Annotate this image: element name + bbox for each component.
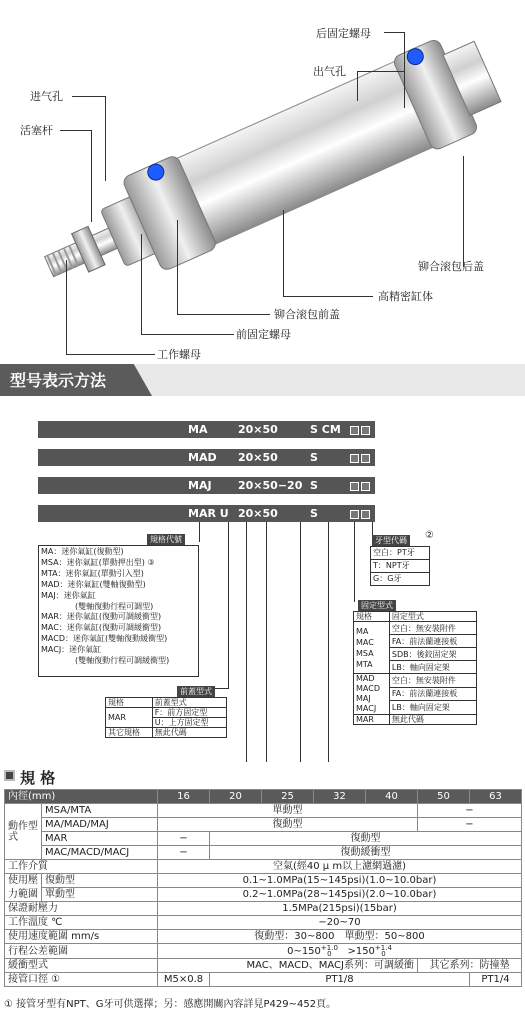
- model-suffix: S: [310, 507, 318, 520]
- cell: 復動型: [158, 818, 418, 832]
- row-label: MAC/MACD/MACJ: [42, 846, 158, 860]
- model-suffix: S CM: [310, 423, 341, 436]
- cell: 1.5MPa(215psi)(15bar): [158, 902, 522, 916]
- header-cell: 內徑(mm): [5, 790, 158, 804]
- row-label: 復動型: [42, 874, 158, 888]
- cell: PT1/4: [470, 973, 522, 987]
- label-rod: 活塞杆: [20, 124, 53, 137]
- spec-code-tag: 規格代號: [147, 534, 185, 545]
- spec-code-box: [38, 545, 199, 677]
- thread-code-note: ②: [425, 530, 434, 541]
- section-title: 型号表示方法: [10, 371, 107, 390]
- row-label: 保證耐壓力: [5, 902, 158, 916]
- cell: −: [158, 846, 210, 860]
- header-cell: 32: [314, 790, 366, 804]
- cell: 復動型: [210, 832, 522, 846]
- model-size: 20×50: [238, 507, 278, 520]
- spec-code-line: MAD：迷你氣缸(雙軸復動型): [41, 579, 146, 589]
- row-label: MAR: [42, 832, 158, 846]
- model-boxes: [348, 505, 370, 522]
- thread-row: 空白：PT牙: [371, 547, 429, 560]
- model-suffix: S: [310, 451, 318, 464]
- stroke-tol-dn-1: 0: [327, 950, 332, 958]
- header-cell: 50: [418, 790, 470, 804]
- cell: MAR: [106, 708, 153, 728]
- front-cover-table: [105, 697, 227, 738]
- row-label: 接管口徑 ①: [5, 973, 158, 987]
- cell: 其它規格: [106, 728, 153, 738]
- model-name: MAJ: [188, 479, 212, 492]
- label-barrel: 高精密缸体: [378, 290, 433, 303]
- cell: 前蓋型式: [152, 698, 226, 708]
- model-boxes: [348, 477, 370, 494]
- model-bar-mar: [38, 505, 375, 522]
- spec-code-line: (雙軸復動行程可調型): [75, 601, 154, 611]
- cylinder-illustration: [0, 0, 525, 362]
- model-size: 20×50−20: [238, 479, 303, 492]
- row-label: MA/MAD/MAJ: [42, 818, 158, 832]
- cell: 復動緩衝型: [210, 846, 522, 860]
- cell: 單動型: [158, 804, 418, 818]
- spec-code-line: MTA：迷你氣缸(單動引入型): [41, 568, 144, 578]
- spec-tag: MACJ: [356, 704, 377, 713]
- cell: 空氣(經40 μ m以上濾網過濾): [158, 860, 522, 874]
- front-cover-tag: 前蓋型式: [177, 686, 215, 697]
- cell: 無此代碼: [152, 728, 226, 738]
- spec-tag: MTA: [356, 659, 373, 669]
- spec-code-line: MSA：迷你氣缸(單動押出型) ③: [41, 557, 155, 567]
- cell: PT1/8: [210, 973, 470, 987]
- mount-type-tag: 固定型式: [358, 600, 396, 611]
- label-rear-cover: 铆合滚包后盖: [418, 260, 484, 273]
- spec-code-line: MACJ：迷你氣缸: [41, 645, 102, 655]
- model-boxes: [348, 421, 370, 438]
- model-suffix: S: [310, 479, 318, 492]
- label-rear-cover-nut: 后固定螺母: [316, 27, 371, 40]
- model-bar-mad: [38, 449, 375, 466]
- action-label: 動作型式: [5, 804, 42, 860]
- cell: 空白：無安裝附件: [389, 622, 476, 635]
- header-cell: 40: [366, 790, 418, 804]
- header-cell: 63: [470, 790, 522, 804]
- cell: F：前方固定型: [152, 708, 226, 718]
- mount-type-table: [353, 611, 477, 725]
- row-label: MSA/MTA: [42, 804, 158, 818]
- cell: 0.2~1.0MPa(28~145psi)(2.0~10.0bar): [158, 888, 522, 902]
- row-label: 緩衝型式: [5, 959, 158, 973]
- cell: 規格: [106, 698, 153, 708]
- stroke-tol-dn-2: 0: [381, 950, 386, 958]
- model-size: 20×50: [238, 423, 278, 436]
- cell: U：上方固定型: [152, 718, 226, 728]
- model-bar-ma: [38, 421, 375, 438]
- row-label: 工作溫度 ℃: [5, 916, 158, 930]
- cell: 復動型：30~800 單動型：50~800: [158, 930, 522, 944]
- header-cell: 16: [158, 790, 210, 804]
- spec-tag: MA: [356, 626, 369, 636]
- spec-tag: MAC: [356, 637, 374, 647]
- spec-table: [4, 789, 522, 987]
- row-label: 單動型: [42, 888, 158, 902]
- label-front-cover: 铆合滚包前盖: [274, 308, 340, 321]
- cell: 固定型式: [389, 612, 476, 622]
- cell: LB：軸向固定架: [389, 701, 476, 715]
- cell: −20~70: [158, 916, 522, 930]
- cell: FA：前法蘭連接板: [389, 635, 476, 648]
- spec-heading-text: 規 格: [20, 769, 56, 787]
- thread-row: G：G牙: [373, 574, 402, 583]
- model-name: MAR U: [188, 507, 229, 520]
- spec-code-line: MAJ：迷你氣缸: [41, 590, 96, 600]
- row-label: 行程公差範圍: [5, 944, 158, 959]
- cell: MAC、MACD、MACJ系列：可調緩衝: [158, 959, 418, 973]
- model-bar-maj: [38, 477, 375, 494]
- model-size: 20×50: [238, 451, 278, 464]
- model-name: MA: [188, 423, 208, 436]
- thread-code-box: [370, 546, 430, 586]
- thread-code-tag: 牙型代碼: [372, 535, 410, 546]
- spec-tag: MACD: [356, 684, 380, 693]
- model-name: MAD: [188, 451, 217, 464]
- spec-code-line: MAC：迷你氣缸(復動可調緩衝型): [41, 623, 162, 633]
- spec-tag: MSA: [356, 648, 374, 658]
- spec-code-line: (雙軸復動行程可調緩衝型): [75, 656, 170, 666]
- spec-code-line: MAR：迷你氣缸(復動可調緩衝型): [41, 612, 162, 622]
- spec-bullet-icon: [4, 770, 15, 781]
- thread-row: T：NPT牙: [371, 560, 429, 573]
- cell: 空白：無安裝附件: [389, 674, 476, 688]
- label-work-nut: 工作螺母: [157, 348, 201, 361]
- cell: M5×0.8: [158, 973, 210, 987]
- cell: [354, 622, 390, 674]
- spec-heading: [20, 767, 55, 788]
- header-cell: 20: [210, 790, 262, 804]
- cell: 無此代碼: [389, 715, 476, 725]
- cell: 其它系列：防撞墊: [418, 959, 522, 973]
- cell: FA：前法蘭連接板: [389, 687, 476, 701]
- stroke-range-1: 0~150: [287, 946, 321, 957]
- spec-code-line: MACD：迷你氣缸(雙軸復動緩衝型): [41, 634, 168, 644]
- cell: MAR: [354, 715, 390, 725]
- cell: [354, 674, 390, 715]
- row-label: 使用速度範圍 mm/s: [5, 930, 158, 944]
- model-boxes: [348, 449, 370, 466]
- cell: [158, 944, 522, 959]
- cell: 規格: [354, 612, 390, 622]
- header-cell: 25: [262, 790, 314, 804]
- label-outlet: 出气孔: [313, 65, 346, 78]
- row-label: 使用壓: [5, 874, 42, 888]
- spec-tag: MAD: [356, 674, 375, 683]
- row-label: 力範圍: [5, 888, 42, 902]
- stroke-tol-up-1: +1.0: [320, 944, 338, 952]
- stroke-range-2: >150: [347, 946, 375, 957]
- cell: 0.1~1.0MPa(15~145psi)(1.0~10.0bar): [158, 874, 522, 888]
- label-front-nut: 前固定螺母: [236, 328, 291, 341]
- spec-tag: MAJ: [356, 694, 371, 703]
- row-label: 工作介質: [5, 860, 158, 874]
- cell: −: [418, 818, 522, 832]
- cell: −: [418, 804, 522, 818]
- footnote: ① 接管牙型有NPT、G牙可供選擇；另：感應開關內容詳見P429~452頁。: [4, 999, 337, 1010]
- stroke-tol-up-2: +1.4: [374, 944, 392, 952]
- cell: SDB：後鉸固定架: [389, 648, 476, 661]
- cell: LB：軸向固定架: [389, 661, 476, 674]
- spec-code-line: MA：迷你氣缸(復動型): [41, 547, 124, 556]
- cell: −: [158, 832, 210, 846]
- label-inlet: 进气孔: [30, 90, 63, 103]
